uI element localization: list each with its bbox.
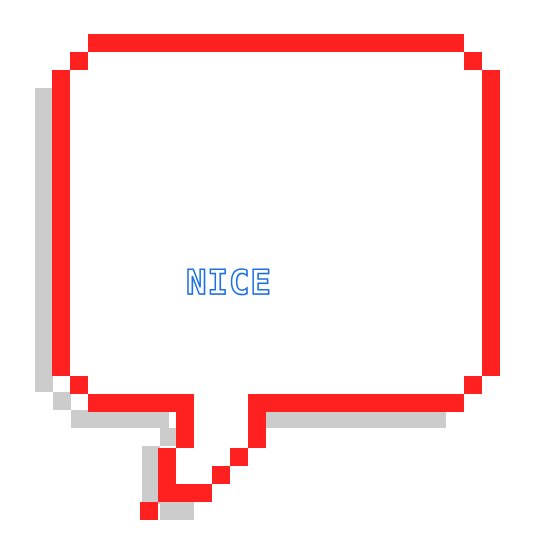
bubble-text: NICE [186,263,272,303]
